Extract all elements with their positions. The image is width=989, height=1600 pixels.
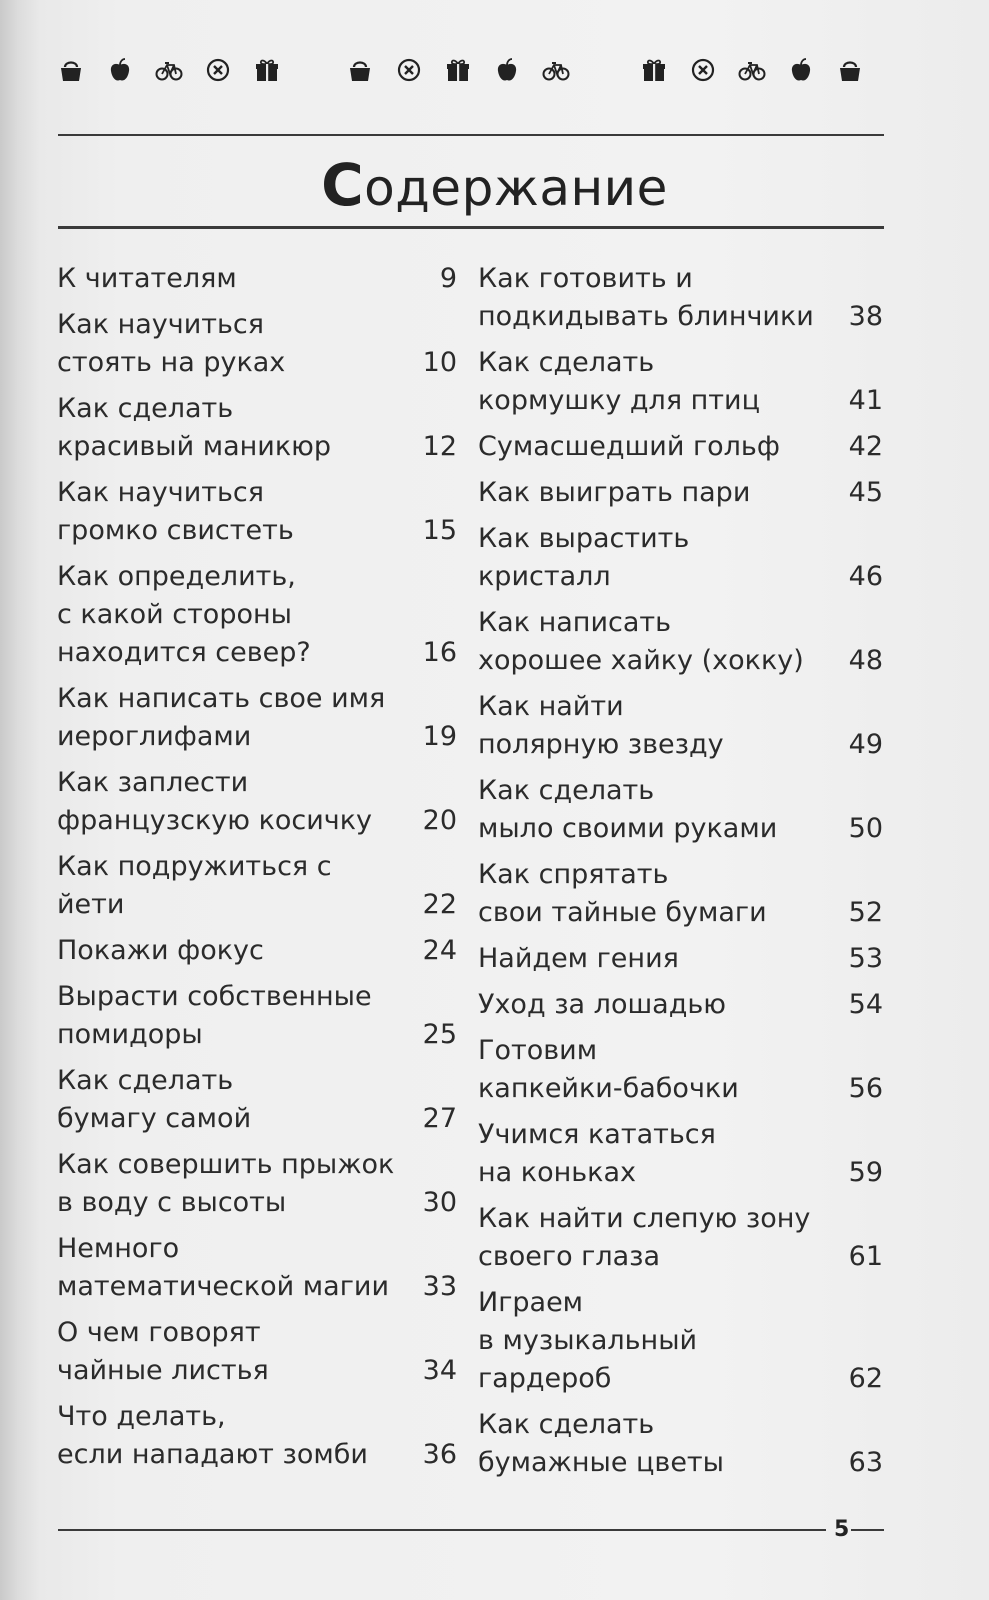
toc-entry-page: 16 xyxy=(422,637,457,668)
toc-entry-page: 61 xyxy=(848,1241,883,1272)
toc-entry-page: 15 xyxy=(422,515,457,546)
toc-entry xyxy=(57,1230,457,1306)
toc-entry xyxy=(478,688,883,764)
toc-entry xyxy=(478,520,883,596)
toc-entry-page: 54 xyxy=(848,989,883,1020)
toc-entry-page: 49 xyxy=(848,729,883,760)
toc-entry-page: 25 xyxy=(422,1019,457,1050)
toc-entry-title: Как найти слепую зону своего глаза xyxy=(478,1203,811,1272)
toc-entry-title: Немного математической магии xyxy=(57,1233,390,1302)
bag-icon xyxy=(836,56,864,84)
toc-entry-page: 62 xyxy=(848,1363,883,1394)
toc-entry-title: Как определить, с какой стороны находится север? xyxy=(57,561,311,668)
toc-entry-page: 46 xyxy=(848,561,883,592)
toc-entry-page: 27 xyxy=(422,1103,457,1134)
toc-entry xyxy=(57,390,457,466)
gift-icon xyxy=(253,56,281,84)
page-title xyxy=(0,150,989,223)
toc-entry xyxy=(478,1200,883,1276)
toc-entry-page: 48 xyxy=(848,645,883,676)
toc-entry-page: 56 xyxy=(848,1073,883,1104)
toc-entry-page: 22 xyxy=(422,889,457,920)
toc-entry-page: 41 xyxy=(848,385,883,416)
toc-column-left xyxy=(57,260,457,1482)
toc-entry-title: Как научиться стоять на руках xyxy=(57,309,286,378)
toc-entry-title: Найдем гения xyxy=(478,943,679,974)
toc-entry-title: О чем говорят чайные листья xyxy=(57,1317,269,1386)
toc-entry-title: Сумасшедший гольф xyxy=(478,431,780,462)
toc-entry xyxy=(478,940,883,978)
toc-entry-title: Как выиграть пари xyxy=(478,477,751,508)
toc-entry xyxy=(57,848,457,924)
toc-entry-page: 12 xyxy=(422,431,457,462)
toc-entry-page: 53 xyxy=(848,943,883,974)
toc-entry xyxy=(478,986,883,1024)
bicycle-icon xyxy=(155,56,183,84)
toc-entry xyxy=(57,1398,457,1474)
toc-entry-title: Что делать, если нападают зомби xyxy=(57,1401,368,1470)
button-icon xyxy=(689,56,717,84)
toc-entry-title: Готовим капкейки-бабочки xyxy=(478,1035,739,1104)
toc-column-right xyxy=(478,260,883,1490)
toc-entry xyxy=(57,260,457,298)
toc-entry-page: 9 xyxy=(439,263,457,294)
toc-entry-title: Как спрятать свои тайные бумаги xyxy=(478,859,767,928)
toc-entry xyxy=(478,1032,883,1108)
toc-entry-title: Как сделать кормушку для птиц xyxy=(478,347,760,416)
toc-entry-title: Как написать свое имя иероглифами xyxy=(57,683,386,752)
toc-entry-page: 45 xyxy=(848,477,883,508)
button-icon xyxy=(395,56,423,84)
toc-entry-title: К читателям xyxy=(57,263,237,294)
toc-entry-title: Как сделать красивый маникюр xyxy=(57,393,332,462)
toc-entry-title: Как написать хорошее хайку (хокку) xyxy=(478,607,804,676)
toc-entry xyxy=(57,932,457,970)
gift-icon xyxy=(640,56,668,84)
toc-entry-title: Как готовить и подкидывать блинчики xyxy=(478,263,814,332)
toc-entry-page: 30 xyxy=(422,1187,457,1218)
toc-entry xyxy=(478,344,883,420)
toc-entry xyxy=(478,856,883,932)
toc-entry-title: Учимся кататься на коньках xyxy=(478,1119,716,1188)
toc-entry xyxy=(57,978,457,1054)
top-rule xyxy=(58,134,884,136)
title-rule xyxy=(58,226,884,229)
toc-entry-title: Как сделать бумагу самой xyxy=(57,1065,252,1134)
toc-entry xyxy=(478,1284,883,1398)
toc-entry xyxy=(478,1116,883,1192)
page-footer xyxy=(0,1515,989,1545)
bag-icon xyxy=(57,56,85,84)
toc-entry-title: Как совершить прыжок в воду с высоты xyxy=(57,1149,395,1218)
toc-entry xyxy=(57,764,457,840)
toc-entry-title: Как найти полярную звезду xyxy=(478,691,724,760)
toc-entry-page: 52 xyxy=(848,897,883,928)
toc-entry-page: 10 xyxy=(422,347,457,378)
title-initial: С xyxy=(321,151,365,219)
apple-icon xyxy=(106,56,134,84)
toc-entry-page: 42 xyxy=(848,431,883,462)
toc-entry-page: 63 xyxy=(848,1447,883,1478)
toc-entry-title: Покажи фокус xyxy=(57,935,264,966)
toc-entry-title: Уход за лошадью xyxy=(478,989,727,1020)
toc-entry-title: Вырасти собственные помидоры xyxy=(57,981,372,1050)
apple-icon xyxy=(787,56,815,84)
toc-entry-page: 38 xyxy=(848,301,883,332)
apple-icon xyxy=(493,56,521,84)
toc-entry xyxy=(478,772,883,848)
toc-entry xyxy=(57,1146,457,1222)
toc-entry-title: Как вырастить кристалл xyxy=(478,523,690,592)
toc-entry-title: Как подружиться с йети xyxy=(57,851,332,920)
icon-row-right xyxy=(640,50,864,90)
footer-rule-left xyxy=(58,1529,826,1531)
footer-rule-right xyxy=(851,1529,884,1531)
toc-entry xyxy=(478,604,883,680)
icon-row-left xyxy=(57,50,281,90)
toc-entry xyxy=(478,1406,883,1482)
bicycle-icon xyxy=(738,56,766,84)
toc-entry-page: 19 xyxy=(422,721,457,752)
toc-entry-title: Как сделать мыло своими руками xyxy=(478,775,778,844)
toc-entry-page: 59 xyxy=(848,1157,883,1188)
toc-entry xyxy=(57,680,457,756)
toc-entry-title: Как сделать бумажные цветы xyxy=(478,1409,724,1478)
toc-entry xyxy=(57,1062,457,1138)
toc-entry-title: Играем в музыкальный гардероб xyxy=(478,1287,698,1394)
toc-entry xyxy=(57,558,457,672)
gift-icon xyxy=(444,56,472,84)
toc-entry xyxy=(57,306,457,382)
icon-row-center xyxy=(346,50,570,90)
bag-icon xyxy=(346,56,374,84)
toc-entry xyxy=(478,474,883,512)
toc-entry-page: 33 xyxy=(422,1271,457,1302)
toc-entry-page: 36 xyxy=(422,1439,457,1470)
toc-entry-page: 34 xyxy=(422,1355,457,1386)
toc-entry xyxy=(57,1314,457,1390)
bicycle-icon xyxy=(542,56,570,84)
title-rest: одержание xyxy=(364,159,668,217)
toc-entry-page: 50 xyxy=(848,813,883,844)
toc-entry xyxy=(478,428,883,466)
toc-entry-page: 24 xyxy=(422,935,457,966)
toc-entry-title: Как научиться громко свистеть xyxy=(57,477,294,546)
toc-entry-page: 20 xyxy=(422,805,457,836)
toc-entry xyxy=(478,260,883,336)
page-number: 5 xyxy=(834,1517,850,1542)
toc-entry xyxy=(57,474,457,550)
button-icon xyxy=(204,56,232,84)
toc-entry-title: Как заплести французскую косичку xyxy=(57,767,373,836)
